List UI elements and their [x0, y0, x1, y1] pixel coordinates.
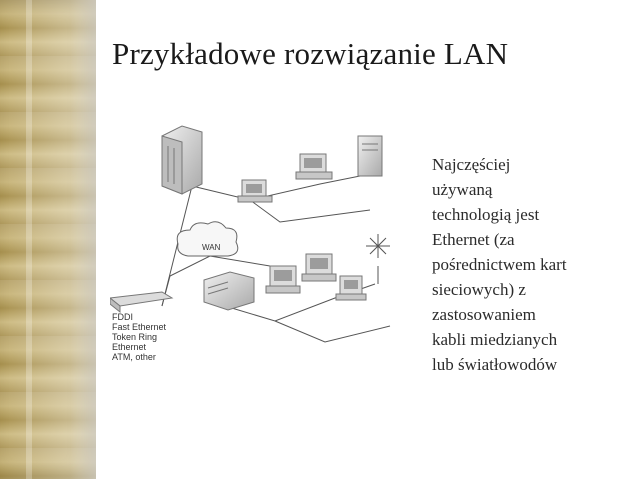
text-line: technologią jest: [432, 205, 540, 224]
text-line: Najczęściej: [432, 155, 511, 174]
workstation-icon: [266, 266, 300, 293]
antenna-icon: [366, 234, 390, 284]
description-text: [432, 152, 612, 377]
tech-label-fddi: FDDI: [112, 312, 133, 322]
rack-server-icon: [204, 272, 254, 310]
text-line: zastosowaniem: [432, 305, 536, 324]
text-line: używaną: [432, 180, 493, 199]
workstation-icon: [336, 276, 366, 300]
lan-network-diagram: [110, 116, 430, 386]
server-tower-icon: [358, 136, 382, 176]
text-line: sieciowych) z: [432, 280, 526, 299]
wan-label: WAN: [202, 243, 221, 252]
slide-title: Przykładowe rozwiązanie LAN: [112, 36, 509, 71]
wan-cloud-icon: [177, 222, 238, 256]
tech-label-ethernet: Ethernet: [112, 342, 147, 352]
text-line: Ethernet (za: [432, 230, 515, 249]
technology-labels: [112, 312, 167, 362]
tech-label-fast-ethernet: Fast Ethernet: [112, 322, 167, 332]
decorative-left-band: [0, 0, 96, 479]
tech-label-token-ring: Token Ring: [112, 332, 158, 342]
tech-label-atm-other: ATM, other: [112, 352, 156, 362]
text-line: kabli miedzianych: [432, 330, 558, 349]
server-tower-icon: [162, 126, 202, 194]
workstation-icon: [238, 180, 272, 202]
workstation-icon: [296, 154, 332, 179]
network-cables: [162, 172, 390, 342]
text-line: lub światłowodów: [432, 355, 558, 374]
text-line: pośrednictwem kart: [432, 255, 567, 274]
workstation-icon: [302, 254, 336, 281]
